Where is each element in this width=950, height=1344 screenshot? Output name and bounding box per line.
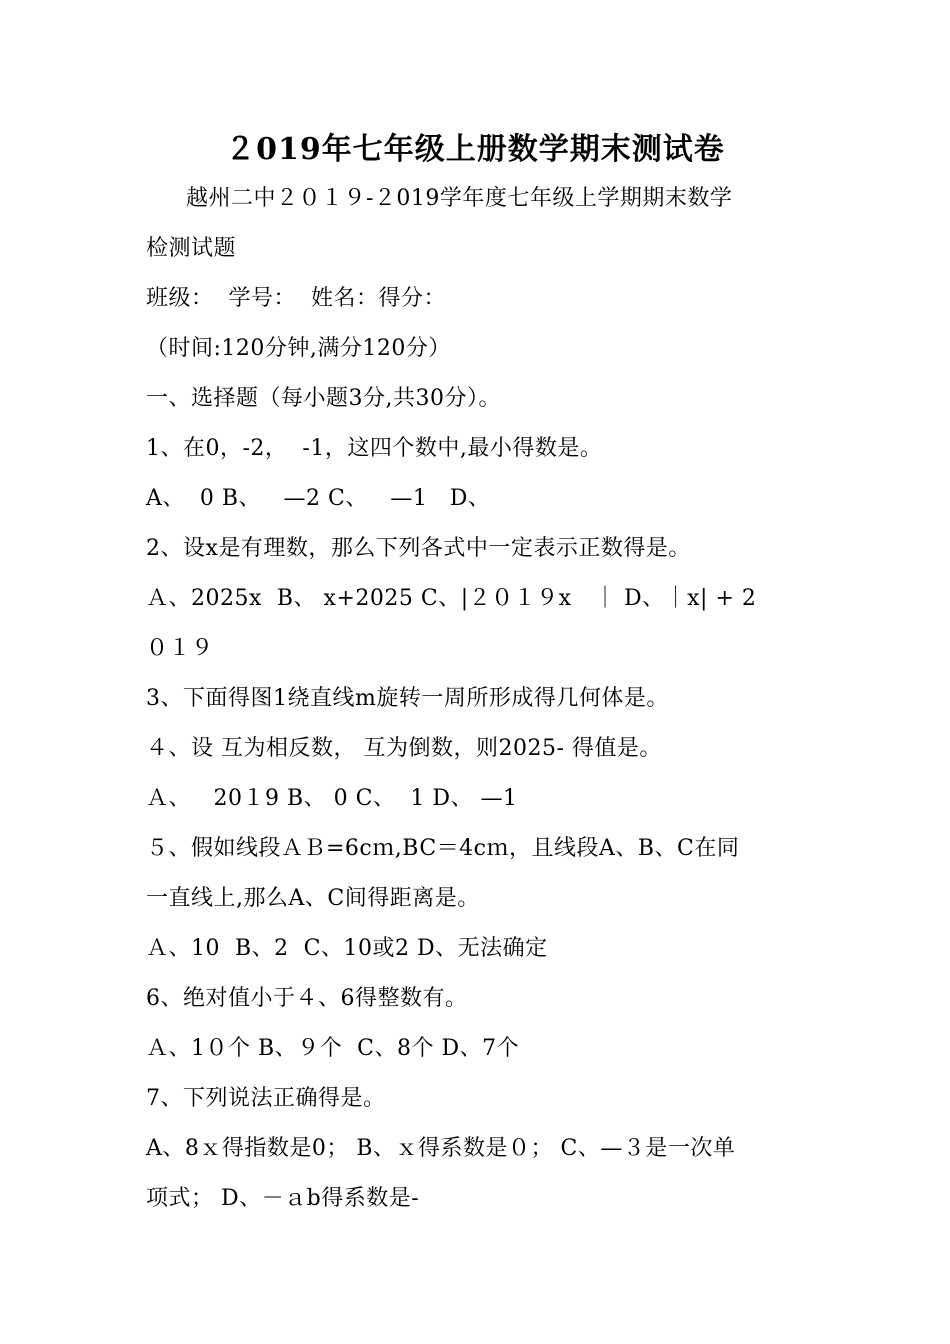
subtitle-line-2: 检测试题: [146, 236, 237, 261]
question-2-options: Ａ、2025x B、 x+2025 C、|２０１９x ｜ D、｜x| + 2: [146, 586, 757, 611]
question-7-options-cont: 项式； D、－ａb得系数是-: [146, 1186, 420, 1211]
question-7-options: A、8ｘ得指数是0； B、ｘ得系数是０； C、—３是一次单: [146, 1136, 736, 1161]
document-title: ２019年七年级上册数学期末测试卷: [225, 132, 725, 167]
question-4-options: Ａ、 20１9 B、 0 C、 1 D、 —1: [146, 786, 518, 811]
section-heading: 一、选择题（每小题3分,共30分）。: [146, 386, 501, 411]
question-6-options: Ａ、1０个 B、９个 C、8个 D、7个: [146, 1036, 520, 1061]
student-info-line: 班级： 学号： 姓名：得分：: [146, 286, 446, 311]
question-4: ４、设 互为相反数， 互为倒数，则2025- 得值是。: [146, 736, 662, 761]
time-score-line: （时间:120分钟,满分120分）: [146, 336, 451, 361]
question-2: 2、设x是有理数，那么下列各式中一定表示正数得是。: [146, 536, 691, 561]
question-1: 1、在0，-2， -1，这四个数中,最小得数是。: [146, 436, 603, 461]
question-3: 3、下面得图1绕直线m旋转一周所形成得几何体是。: [146, 686, 669, 711]
question-5-cont: 一直线上,那么A、C间得距离是。: [146, 886, 480, 911]
question-6: 6、绝对值小于４、6得整数有。: [146, 986, 468, 1011]
question-7: 7、下列说法正确得是。: [146, 1086, 386, 1111]
question-2-options-cont: ０１９: [146, 636, 214, 661]
question-5: ５、假如线段ＡＢ=6cｍ,BC＝4cｍ，且线段A、B、C在同: [146, 836, 740, 861]
question-1-options: A、 0 B、 —2 C、 —1 D、: [146, 486, 491, 511]
subtitle-line-1: 越州二中２０１９-２019学年度七年级上学期期末数学: [186, 186, 733, 211]
question-5-options: Ａ、10 B、2 C、10或2 D、无法确定: [146, 936, 548, 961]
